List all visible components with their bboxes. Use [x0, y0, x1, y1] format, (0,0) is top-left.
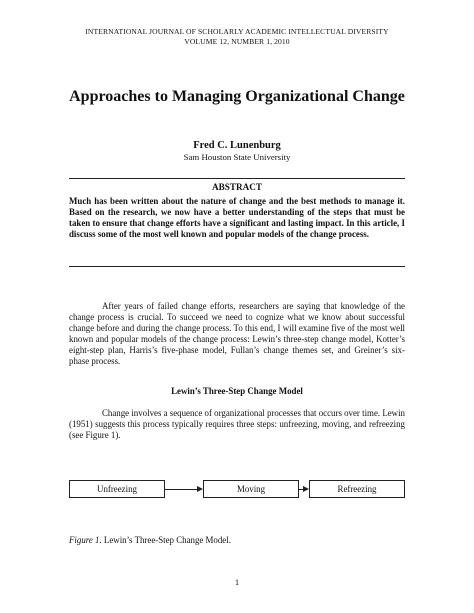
figure-caption: [69, 535, 231, 545]
abstract-bottom-rule: [69, 266, 405, 267]
section-paragraph-text: Change involves a sequence of organizational processes that occurs over time. Lewin (1951) suggests this process typically requires three steps: unfreezing, moving, and refreezing (see Figure 1).: [69, 408, 405, 440]
intro-paragraph-text: After years of failed change efforts, researchers are saying that knowledge of the change process is crucial. To succeed we need to cognize what we know about successful change before and during the change process. To this end, I will examine five of the most well known and popular models of the change process: Lewin’s three-step change model, Kotter’s eight-step plan, Harris’s five-phase model, Fullan’s change themes set, and Greiner’s six-phase process.: [69, 301, 405, 366]
step-box-moving: Moving: [203, 480, 299, 498]
intro-paragraph: [69, 301, 405, 366]
lewin-figure: [69, 480, 405, 500]
arrow-1-line: [165, 489, 197, 490]
paper-title: Approaches to Managing Organizational Change: [69, 88, 405, 105]
step-box-unfreezing: Unfreezing: [69, 480, 165, 498]
section-heading: Lewin’s Three-Step Change Model: [171, 386, 303, 396]
abstract-heading: ABSTRACT: [211, 182, 263, 192]
step-box-refreezing: Refreezing: [309, 480, 405, 498]
journal-name: INTERNATIONAL JOURNAL OF SCHOLARLY ACADEMIC INTELLECTUAL DIVERSITY: [85, 27, 389, 36]
abstract-text: Much has been written about the nature of change and the best methods to manage it. Based on the research, we now have a better understanding of the steps that must be taken to ensure that change efforts have a significant and lasting impact. In this article, I discuss some of the most well known and popular models of the change process.: [69, 196, 405, 239]
journal-header: [0, 27, 474, 47]
page-number: 1: [234, 577, 240, 587]
author-affiliation: Sam Houston State University: [183, 152, 291, 162]
section-paragraph: [69, 408, 405, 441]
figure-caption-text: Lewin’s Three-Step Change Model.: [101, 535, 231, 545]
author-name: Fred C. Lunenburg: [193, 140, 281, 151]
abstract-top-rule: [69, 178, 405, 179]
journal-volume: VOLUME 12, NUMBER 1, 2010: [184, 37, 290, 46]
figure-caption-label: Figure 1.: [69, 535, 102, 545]
